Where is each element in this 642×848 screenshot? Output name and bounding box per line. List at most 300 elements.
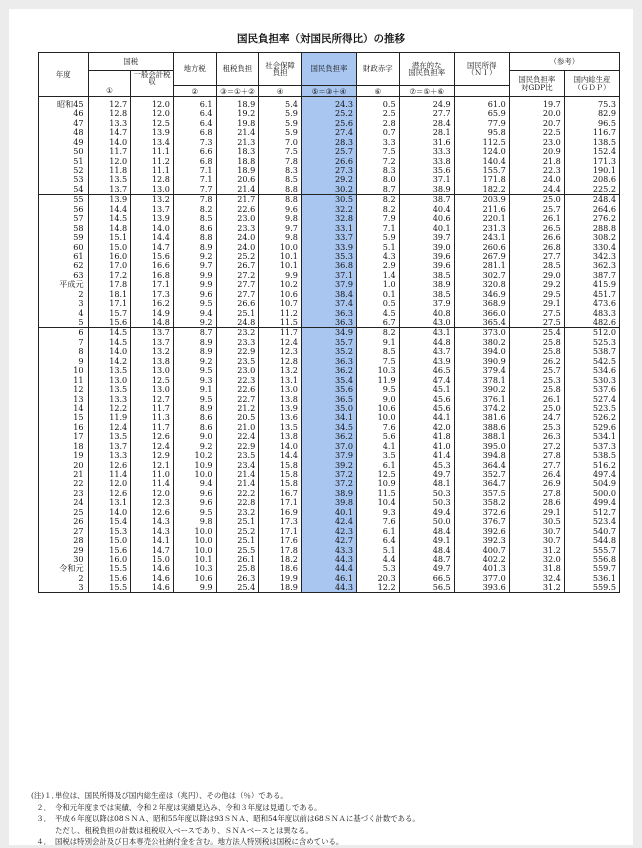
value-cell: 9.2 xyxy=(173,317,216,327)
header-potential-line2: 国民負担率 xyxy=(408,68,446,78)
national-burden-cell: 37.1 xyxy=(301,270,356,279)
value-cell: 4.5 xyxy=(356,308,399,317)
value-cell: 9.6 xyxy=(259,204,302,213)
value-cell: 12.0 xyxy=(131,97,174,109)
year-cell: 3 xyxy=(39,299,89,308)
value-cell: 13.9 xyxy=(131,128,174,137)
value-cell: 394.8 xyxy=(454,451,509,460)
value-cell: 376.7 xyxy=(454,517,509,526)
value-cell: 530.3 xyxy=(564,375,619,384)
table-row xyxy=(39,289,620,298)
year-cell: 56 xyxy=(39,204,89,213)
value-cell: 14.8 xyxy=(131,317,174,327)
value-cell: 25.8 xyxy=(509,347,564,356)
value-cell: 18.9 xyxy=(216,165,259,174)
value-cell: 392.6 xyxy=(454,526,509,535)
value-cell: 10.1 xyxy=(259,251,302,260)
table-row xyxy=(39,109,620,118)
year-cell: 52 xyxy=(39,165,89,174)
value-cell: 112.5 xyxy=(454,137,509,146)
value-cell: 8.9 xyxy=(173,242,216,251)
value-cell: 12.7 xyxy=(88,97,131,109)
value-cell: 308.2 xyxy=(564,232,619,241)
value-cell: 13.7 xyxy=(131,204,174,213)
value-cell: 9.9 xyxy=(173,270,216,279)
value-cell: 26.9 xyxy=(509,479,564,488)
value-cell: 13.5 xyxy=(88,384,131,393)
table-row xyxy=(39,194,620,204)
footnote xyxy=(31,813,631,825)
value-cell: 13.7 xyxy=(131,337,174,346)
value-cell: 14.4 xyxy=(259,451,302,460)
table-row xyxy=(39,507,620,516)
year-cell: 4 xyxy=(39,308,89,317)
year-cell: 24 xyxy=(39,498,89,507)
value-cell: 12.0 xyxy=(131,109,174,118)
national-burden-cell: 35.7 xyxy=(301,337,356,346)
value-cell: 27.2 xyxy=(216,270,259,279)
value-cell: 25.8 xyxy=(509,384,564,393)
header-ref-gdp-line2: （ＧＤＰ） xyxy=(573,82,611,92)
value-cell: 39.0 xyxy=(399,242,454,251)
national-burden-cell: 44.4 xyxy=(301,564,356,573)
table-row xyxy=(39,413,620,422)
year-cell: 62 xyxy=(39,261,89,270)
national-burden-cell: 36.5 xyxy=(301,394,356,403)
value-cell: 7.1 xyxy=(356,223,399,232)
value-cell: 56.5 xyxy=(399,583,454,593)
value-cell: 13.9 xyxy=(131,214,174,223)
value-cell: 20.0 xyxy=(509,109,564,118)
value-cell: 9.7 xyxy=(173,261,216,270)
national-burden-cell: 28.3 xyxy=(301,137,356,146)
value-cell: 41.8 xyxy=(399,432,454,441)
value-cell: 3.5 xyxy=(356,451,399,460)
value-cell: 390.9 xyxy=(454,356,509,365)
national-burden-cell: 42.3 xyxy=(301,526,356,535)
footnote xyxy=(31,836,631,848)
footnote-number: ３． xyxy=(36,814,51,824)
value-cell: 10.6 xyxy=(356,403,399,412)
value-cell: 2.8 xyxy=(356,118,399,127)
value-cell: 248.4 xyxy=(564,194,619,204)
national-burden-cell: 36.3 xyxy=(301,308,356,317)
value-cell: 6.6 xyxy=(173,147,216,156)
value-cell: 11.7 xyxy=(88,147,131,156)
national-burden-cell: 24.3 xyxy=(301,97,356,109)
value-cell: 8.6 xyxy=(173,422,216,431)
table-row xyxy=(39,204,620,213)
value-cell: 22.3 xyxy=(509,165,564,174)
value-cell: 26.3 xyxy=(509,432,564,441)
value-cell: 13.8 xyxy=(131,356,174,365)
value-cell: 46.5 xyxy=(399,366,454,375)
value-cell: 0.7 xyxy=(356,128,399,137)
value-cell: 527.4 xyxy=(564,394,619,403)
value-cell: 18.8 xyxy=(216,156,259,165)
table-row xyxy=(39,535,620,544)
year-cell: 16 xyxy=(39,422,89,431)
value-cell: 15.3 xyxy=(88,526,131,535)
footnote xyxy=(31,825,631,837)
value-cell: 40.6 xyxy=(399,214,454,223)
value-cell: 25.8 xyxy=(509,337,564,346)
value-cell: 171.8 xyxy=(454,175,509,184)
value-cell: 320.8 xyxy=(454,280,509,289)
table-row xyxy=(39,299,620,308)
table-row xyxy=(39,564,620,573)
value-cell: 24.0 xyxy=(216,232,259,241)
table-row xyxy=(39,223,620,232)
year-cell: 14 xyxy=(39,403,89,412)
value-cell: 352.7 xyxy=(454,469,509,478)
value-cell: 48.7 xyxy=(399,554,454,563)
value-cell: 38.5 xyxy=(399,289,454,298)
value-cell: 17.3 xyxy=(259,517,302,526)
value-cell: 13.9 xyxy=(88,194,131,204)
value-cell: 28.1 xyxy=(399,128,454,137)
national-burden-cell: 26.6 xyxy=(301,156,356,165)
value-cell: 11.7 xyxy=(131,422,174,431)
year-cell: 3 xyxy=(39,583,89,593)
year-cell: 6 xyxy=(39,327,89,337)
value-cell: 20.7 xyxy=(509,118,564,127)
value-cell: 5.9 xyxy=(259,118,302,127)
value-cell: 13.2 xyxy=(131,194,174,204)
value-cell: 21.3 xyxy=(216,137,259,146)
value-cell: 20.5 xyxy=(216,413,259,422)
year-cell: 15 xyxy=(39,413,89,422)
value-cell: 7.8 xyxy=(259,156,302,165)
value-cell: 8.0 xyxy=(356,175,399,184)
header-marker-6: ⑥ xyxy=(356,86,399,97)
value-cell: 482.6 xyxy=(564,317,619,327)
footnote-number: (注)１． xyxy=(31,791,59,800)
value-cell: 9.0 xyxy=(356,394,399,403)
value-cell: 47.4 xyxy=(399,375,454,384)
value-cell: 75.3 xyxy=(564,97,619,109)
year-cell: 25 xyxy=(39,507,89,516)
year-cell: 17 xyxy=(39,432,89,441)
value-cell: 402.2 xyxy=(454,554,509,563)
value-cell: 5.9 xyxy=(356,232,399,241)
national-burden-cell: 46.1 xyxy=(301,573,356,582)
value-cell: 25.4 xyxy=(216,583,259,593)
value-cell: 48.1 xyxy=(399,479,454,488)
value-cell: 10.0 xyxy=(173,535,216,544)
value-cell: 512.0 xyxy=(564,327,619,337)
national-burden-cell: 42.7 xyxy=(301,535,356,544)
national-burden-cell: 25.2 xyxy=(301,109,356,118)
value-cell: 7.8 xyxy=(173,194,216,204)
value-cell: 18.2 xyxy=(259,554,302,563)
year-cell: 26 xyxy=(39,517,89,526)
value-cell: 8.7 xyxy=(356,184,399,194)
national-burden-cell: 42.4 xyxy=(301,517,356,526)
national-burden-cell: 40.1 xyxy=(301,507,356,516)
value-cell: 14.4 xyxy=(88,204,131,213)
value-cell: 17.1 xyxy=(131,280,174,289)
table-row xyxy=(39,118,620,127)
value-cell: 523.5 xyxy=(564,403,619,412)
value-cell: 400.7 xyxy=(454,545,509,554)
value-cell: 4.1 xyxy=(356,441,399,450)
value-cell: 14.5 xyxy=(88,337,131,346)
value-cell: 17.2 xyxy=(88,270,131,279)
value-cell: 21.2 xyxy=(216,403,259,412)
header-ref-gdp-ratio-line2: 対GDP比 xyxy=(521,82,553,92)
value-cell: 10.0 xyxy=(173,469,216,478)
value-cell: 10.6 xyxy=(259,289,302,298)
value-cell: 50.3 xyxy=(399,488,454,497)
year-cell: 48 xyxy=(39,128,89,137)
value-cell: 15.6 xyxy=(131,251,174,260)
header-ref-gdp-ratio-line1: 国民負担率 xyxy=(518,75,556,85)
value-cell: 26.1 xyxy=(509,394,564,403)
value-cell: 27.5 xyxy=(509,308,564,317)
value-cell: 5.6 xyxy=(356,432,399,441)
value-cell: 45.6 xyxy=(399,403,454,412)
value-cell: 4.3 xyxy=(356,251,399,260)
value-cell: 30.7 xyxy=(509,535,564,544)
value-cell: 373.0 xyxy=(454,327,509,337)
value-cell: 9.5 xyxy=(173,366,216,375)
value-cell: 43.0 xyxy=(399,317,454,327)
value-cell: 260.6 xyxy=(454,242,509,251)
value-cell: 13.0 xyxy=(131,384,174,393)
value-cell: 9.8 xyxy=(259,232,302,241)
value-cell: 11.5 xyxy=(259,317,302,327)
year-cell: 54 xyxy=(39,184,89,194)
year-cell: 50 xyxy=(39,147,89,156)
value-cell: 211.6 xyxy=(454,204,509,213)
value-cell: 401.3 xyxy=(454,564,509,573)
value-cell: 39.6 xyxy=(399,261,454,270)
value-cell: 23.4 xyxy=(216,460,259,469)
value-cell: 18.6 xyxy=(259,564,302,573)
value-cell: 14.6 xyxy=(131,564,174,573)
value-cell: 12.0 xyxy=(88,156,131,165)
value-cell: 0.1 xyxy=(356,289,399,298)
value-cell: 82.9 xyxy=(564,109,619,118)
value-cell: 44.1 xyxy=(399,413,454,422)
value-cell: 220.1 xyxy=(454,214,509,223)
header-marker-2: ② xyxy=(173,86,216,97)
value-cell: 12.0 xyxy=(131,488,174,497)
national-burden-cell: 35.3 xyxy=(301,251,356,260)
value-cell: 27.7 xyxy=(216,289,259,298)
year-cell: 60 xyxy=(39,242,89,251)
header-marker-ni-blank xyxy=(454,86,509,97)
value-cell: 43.1 xyxy=(399,327,454,337)
value-cell: 15.5 xyxy=(88,583,131,593)
value-cell: 13.0 xyxy=(259,384,302,393)
value-cell: 13.7 xyxy=(88,441,131,450)
value-cell: 40.8 xyxy=(399,308,454,317)
value-cell: 9.2 xyxy=(173,356,216,365)
value-cell: 1.4 xyxy=(356,270,399,279)
value-cell: 25.3 xyxy=(509,422,564,431)
header-general-account: 一般会計税収 xyxy=(131,71,174,86)
value-cell: 12.1 xyxy=(131,460,174,469)
year-cell: 23 xyxy=(39,488,89,497)
value-cell: 27.7 xyxy=(399,109,454,118)
value-cell: 17.8 xyxy=(259,545,302,554)
value-cell: 23.2 xyxy=(216,327,259,337)
table-row xyxy=(39,545,620,554)
value-cell: 17.0 xyxy=(88,261,131,270)
value-cell: 8.5 xyxy=(173,214,216,223)
national-burden-cell: 29.2 xyxy=(301,175,356,184)
value-cell: 14.9 xyxy=(131,308,174,317)
value-cell: 45.6 xyxy=(399,394,454,403)
value-cell: 9.9 xyxy=(173,583,216,593)
value-cell: 23.5 xyxy=(216,451,259,460)
value-cell: 559.5 xyxy=(564,583,619,593)
value-cell: 372.6 xyxy=(454,507,509,516)
value-cell: 5.1 xyxy=(356,242,399,251)
header-ref-gdp-line1: 国内総生産 xyxy=(573,75,611,85)
value-cell: 27.8 xyxy=(509,488,564,497)
value-cell: 7.7 xyxy=(173,184,216,194)
value-cell: 27.2 xyxy=(509,441,564,450)
table-row xyxy=(39,498,620,507)
value-cell: 28.5 xyxy=(509,261,564,270)
table-row xyxy=(39,460,620,469)
value-cell: 14.6 xyxy=(131,573,174,582)
table-row xyxy=(39,451,620,460)
value-cell: 9.0 xyxy=(173,432,216,441)
value-cell: 342.3 xyxy=(564,251,619,260)
value-cell: 14.0 xyxy=(131,223,174,232)
year-cell: 昭和45 xyxy=(39,97,89,109)
value-cell: 8.9 xyxy=(173,337,216,346)
value-cell: 7.5 xyxy=(356,147,399,156)
value-cell: 208.6 xyxy=(564,175,619,184)
value-cell: 9.4 xyxy=(173,479,216,488)
value-cell: 23.0 xyxy=(509,137,564,146)
value-cell: 393.6 xyxy=(454,583,509,593)
value-cell: 7.1 xyxy=(173,165,216,174)
value-cell: 9.6 xyxy=(173,488,216,497)
value-cell: 61.0 xyxy=(454,97,509,109)
value-cell: 24.9 xyxy=(399,97,454,109)
value-cell: 16.0 xyxy=(88,251,131,260)
value-cell: 26.3 xyxy=(216,573,259,582)
value-cell: 15.0 xyxy=(88,535,131,544)
value-cell: 9.1 xyxy=(356,337,399,346)
value-cell: 22.8 xyxy=(216,498,259,507)
value-cell: 24.4 xyxy=(509,184,564,194)
national-burden-cell: 35.4 xyxy=(301,375,356,384)
value-cell: 0.5 xyxy=(356,97,399,109)
value-cell: 7.5 xyxy=(356,356,399,365)
value-cell: 8.2 xyxy=(356,327,399,337)
value-cell: 483.3 xyxy=(564,308,619,317)
value-cell: 14.5 xyxy=(88,214,131,223)
value-cell: 12.8 xyxy=(259,356,302,365)
year-cell: 19 xyxy=(39,451,89,460)
table-row xyxy=(39,554,620,563)
value-cell: 29.2 xyxy=(509,280,564,289)
national-burden-cell: 27.3 xyxy=(301,165,356,174)
value-cell: 21.4 xyxy=(216,469,259,478)
value-cell: 499.4 xyxy=(564,498,619,507)
value-cell: 22.2 xyxy=(216,488,259,497)
value-cell: 23.3 xyxy=(216,223,259,232)
value-cell: 14.1 xyxy=(131,535,174,544)
value-cell: 41.4 xyxy=(399,451,454,460)
value-cell: 23.0 xyxy=(216,214,259,223)
value-cell: 13.0 xyxy=(88,375,131,384)
value-cell: 203.9 xyxy=(454,194,509,204)
value-cell: 14.2 xyxy=(88,356,131,365)
value-cell: 15.4 xyxy=(88,517,131,526)
value-cell: 24.0 xyxy=(216,242,259,251)
value-cell: 225.2 xyxy=(564,184,619,194)
value-cell: 29.1 xyxy=(509,299,564,308)
value-cell: 7.2 xyxy=(356,156,399,165)
value-cell: 11.7 xyxy=(259,327,302,337)
header-reference: （参考） xyxy=(509,53,619,71)
year-cell: 2 xyxy=(39,289,89,298)
footnote xyxy=(31,802,631,814)
national-burden-cell: 43.3 xyxy=(301,545,356,554)
value-cell: 10.4 xyxy=(356,498,399,507)
national-burden-cell: 44.3 xyxy=(301,554,356,563)
value-cell: 512.7 xyxy=(564,507,619,516)
value-cell: 22.7 xyxy=(216,394,259,403)
header-ni-line2: （ＮＩ） xyxy=(466,68,497,78)
value-cell: 95.8 xyxy=(454,128,509,137)
value-cell: 39.6 xyxy=(399,251,454,260)
value-cell: 390.2 xyxy=(454,384,509,393)
value-cell: 10.7 xyxy=(259,299,302,308)
table-row xyxy=(39,327,620,337)
header-marker-7: ⑦＝⑤＋⑥ xyxy=(399,86,454,97)
national-burden-cell: 36.8 xyxy=(301,261,356,270)
value-cell: 500.0 xyxy=(564,488,619,497)
value-cell: 13.3 xyxy=(88,394,131,403)
value-cell: 26.8 xyxy=(509,242,564,251)
footnotes xyxy=(31,790,631,848)
value-cell: 544.8 xyxy=(564,535,619,544)
value-cell: 96.5 xyxy=(564,118,619,127)
value-cell: 13.0 xyxy=(131,184,174,194)
value-cell: 288.8 xyxy=(564,223,619,232)
value-cell: 523.4 xyxy=(564,517,619,526)
year-cell: 57 xyxy=(39,214,89,223)
value-cell: 7.6 xyxy=(356,517,399,526)
national-burden-cell: 36.2 xyxy=(301,432,356,441)
value-cell: 15.0 xyxy=(131,554,174,563)
value-cell: 12.6 xyxy=(88,460,131,469)
value-cell: 10.2 xyxy=(259,280,302,289)
value-cell: 537.3 xyxy=(564,441,619,450)
value-cell: 302.7 xyxy=(454,270,509,279)
value-cell: 11.1 xyxy=(131,165,174,174)
national-burden-cell: 33.1 xyxy=(301,223,356,232)
value-cell: 10.9 xyxy=(356,479,399,488)
value-cell: 45.3 xyxy=(399,460,454,469)
value-cell: 27.5 xyxy=(509,317,564,327)
value-cell: 6.4 xyxy=(173,109,216,118)
value-cell: 12.9 xyxy=(131,451,174,460)
footnote-text: 令和元年度までは実績、令和２年度は実績見込み、令和３年度は見通しである。 xyxy=(55,802,322,812)
value-cell: 45.1 xyxy=(399,384,454,393)
value-cell: 13.3 xyxy=(88,118,131,127)
value-cell: 12.8 xyxy=(88,109,131,118)
